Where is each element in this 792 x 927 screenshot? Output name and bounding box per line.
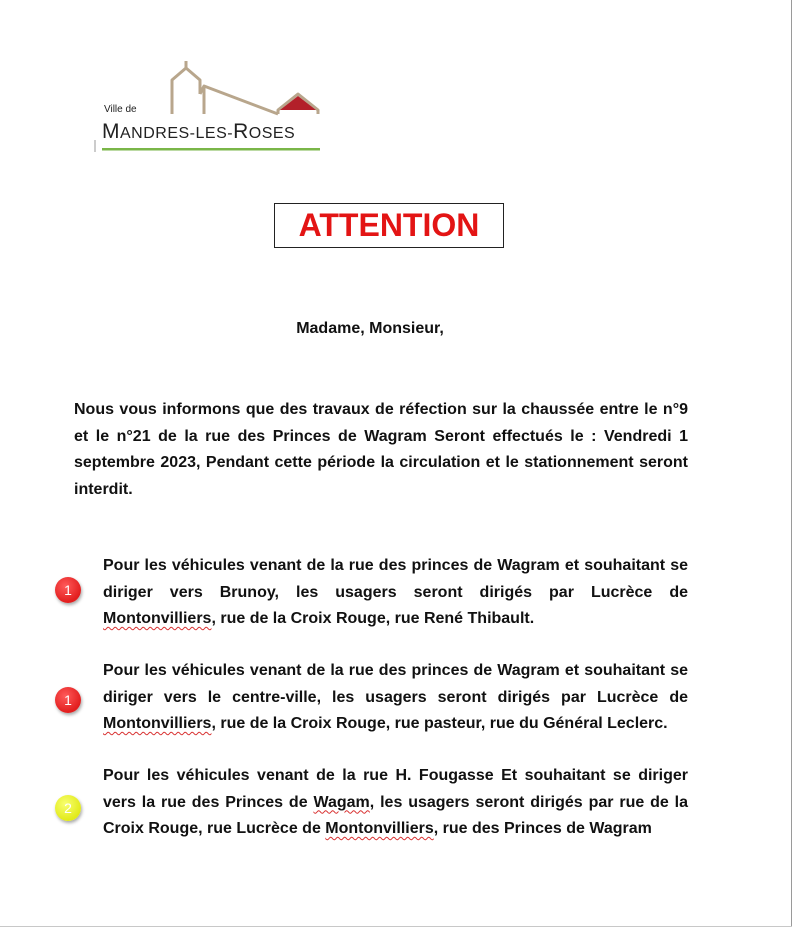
number-badge: 1: [55, 687, 81, 713]
number-badge: 1: [55, 577, 81, 603]
detour-item: Pour les véhicules venant de la rue des princes de Wagram et souhaitant se diriger vers le centre-ville, les usagers seront dirigés par Lucrèce de Montonvilliers, rue de la Croix Rouge, rue pasteur, rue du Général Leclerc.: [103, 662, 688, 732]
intro-paragraph: Nous vous informons que des travaux de réfection sur la chaussée entre le n°9 et le n°21 de la rue des Princes de Wagram Seront effectués le : Vendredi 1 septembre 2023, Pendant cette période la circulation et le stationnement seront interdit.: [74, 401, 688, 498]
salutation: Madame, Monsieur,: [296, 320, 444, 337]
spellcheck-word: Montonvilliers: [103, 610, 212, 627]
logo-town-name: MANDRES-LES-ROSES: [102, 120, 296, 143]
town-logo: [92, 60, 332, 155]
spellcheck-word: Wagam: [313, 793, 370, 811]
logo-ville-label: Ville de: [104, 104, 137, 115]
detour-item: Pour les véhicules venant de la rue H. Fougasse Et souhaitant se diriger vers la rue des Princes de Wagam, les usagers seront dirigés par rue de la Croix Rouge, rue Lucrèce de Montonvilliers, rue des Princes de Wagram: [103, 767, 688, 837]
attention-box: [274, 203, 504, 248]
spellcheck-word: Montonvilliers: [325, 820, 434, 837]
detour-item: Pour les véhicules venant de la rue des princes de Wagram et souhaitant se diriger vers Brunoy, les usagers seront dirigés par Lucrèce de Montonvilliers, rue de la Croix Rouge, rue René Thibault.: [103, 557, 688, 627]
number-badge: 2: [55, 795, 81, 821]
spellcheck-word: Montonvilliers: [103, 715, 212, 732]
attention-title: ATTENTION: [298, 207, 480, 243]
